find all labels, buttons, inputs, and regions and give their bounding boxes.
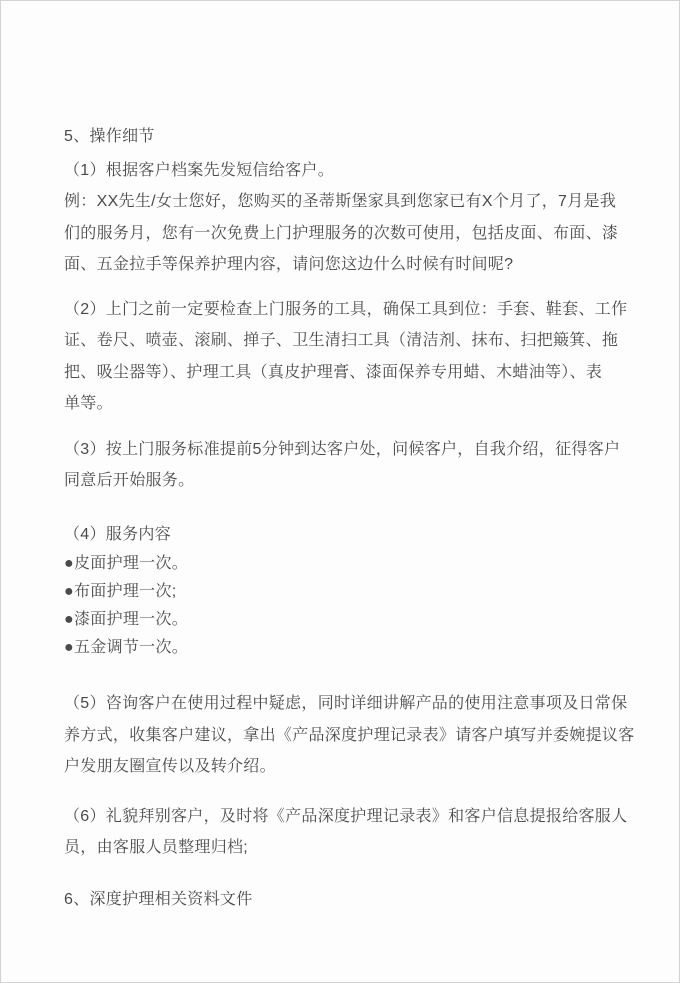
text-line: 把、吸尘器等）、护理工具（真皮护理膏、漆面保养专用蜡、木蜡油等）、表 xyxy=(64,363,603,381)
text-line: （3）按上门服务标准提前5分钟到达客户处，问候客户，自我介绍，征得客户 xyxy=(64,440,621,458)
text-line: 们的服务月，您有一次免费上门护理服务的次数可使用，包括皮面、布面、漆 xyxy=(64,224,619,242)
heading-text: 6、深度护理相关资料文件 xyxy=(64,890,253,908)
section-5-heading xyxy=(64,121,620,153)
paragraph-item-3 xyxy=(64,434,620,497)
text-line: 证、卷尺、喷壶、滚刷、掸子、卫生清扫工具（清洁剂、抹布、扫把簸箕、拖 xyxy=(64,332,619,349)
text-line: 员，由客服人员整理归档; xyxy=(64,839,249,856)
section-6-heading xyxy=(64,884,620,916)
paragraph-item-2 xyxy=(64,294,628,420)
bullet-list-item: ●布面护理一次; xyxy=(64,583,177,600)
text-line: 同意后开始服务。 xyxy=(64,472,195,489)
service-bullet-list xyxy=(64,550,620,662)
text-line: 单等。 xyxy=(64,395,113,412)
text-line: 例：XX先生/女士您好，您购买的圣蒂斯堡家具到您家已有X个月了，7月是我 xyxy=(64,193,617,210)
paragraph-item-1 xyxy=(64,155,620,281)
text-line: （6）礼貌拜别客户，及时将《产品深度护理记录表》和客户信息提报给客服人 xyxy=(64,807,628,825)
paragraph-item-4-heading xyxy=(64,519,620,551)
text-line: （1）根据客户档案先发短信给客户。 xyxy=(64,161,334,179)
bullet-list-item: ●五金调节一次。 xyxy=(64,639,189,656)
heading-text: 5、操作细节 xyxy=(64,128,155,145)
paragraph-item-6 xyxy=(64,801,628,864)
text-line: 户发朋友圈宣传以及转介绍。 xyxy=(64,758,276,775)
text-line: 面、五金拉手等保养护理内容，请问您这边什么时候有时间呢? xyxy=(64,256,514,273)
text-line: （2）上门之前一定要检查上门服务的工具，确保工具到位：手套、鞋套、工作 xyxy=(64,300,628,318)
document-content xyxy=(64,121,635,915)
bullet-list-item: ●皮面护理一次。 xyxy=(64,555,189,572)
subheading-text: （4）服务内容 xyxy=(64,525,171,543)
text-line: （5）咨询客户在使用过程中疑虑，同时详细讲解产品的使用注意事项及日常保 xyxy=(64,695,628,712)
text-line: 养方式，收集客户建议，拿出《产品深度护理记录表》请客户填写并委婉提议客 xyxy=(64,726,635,744)
bullet-list-item: ●漆面护理一次。 xyxy=(64,611,189,628)
paragraph-item-5 xyxy=(64,688,635,783)
